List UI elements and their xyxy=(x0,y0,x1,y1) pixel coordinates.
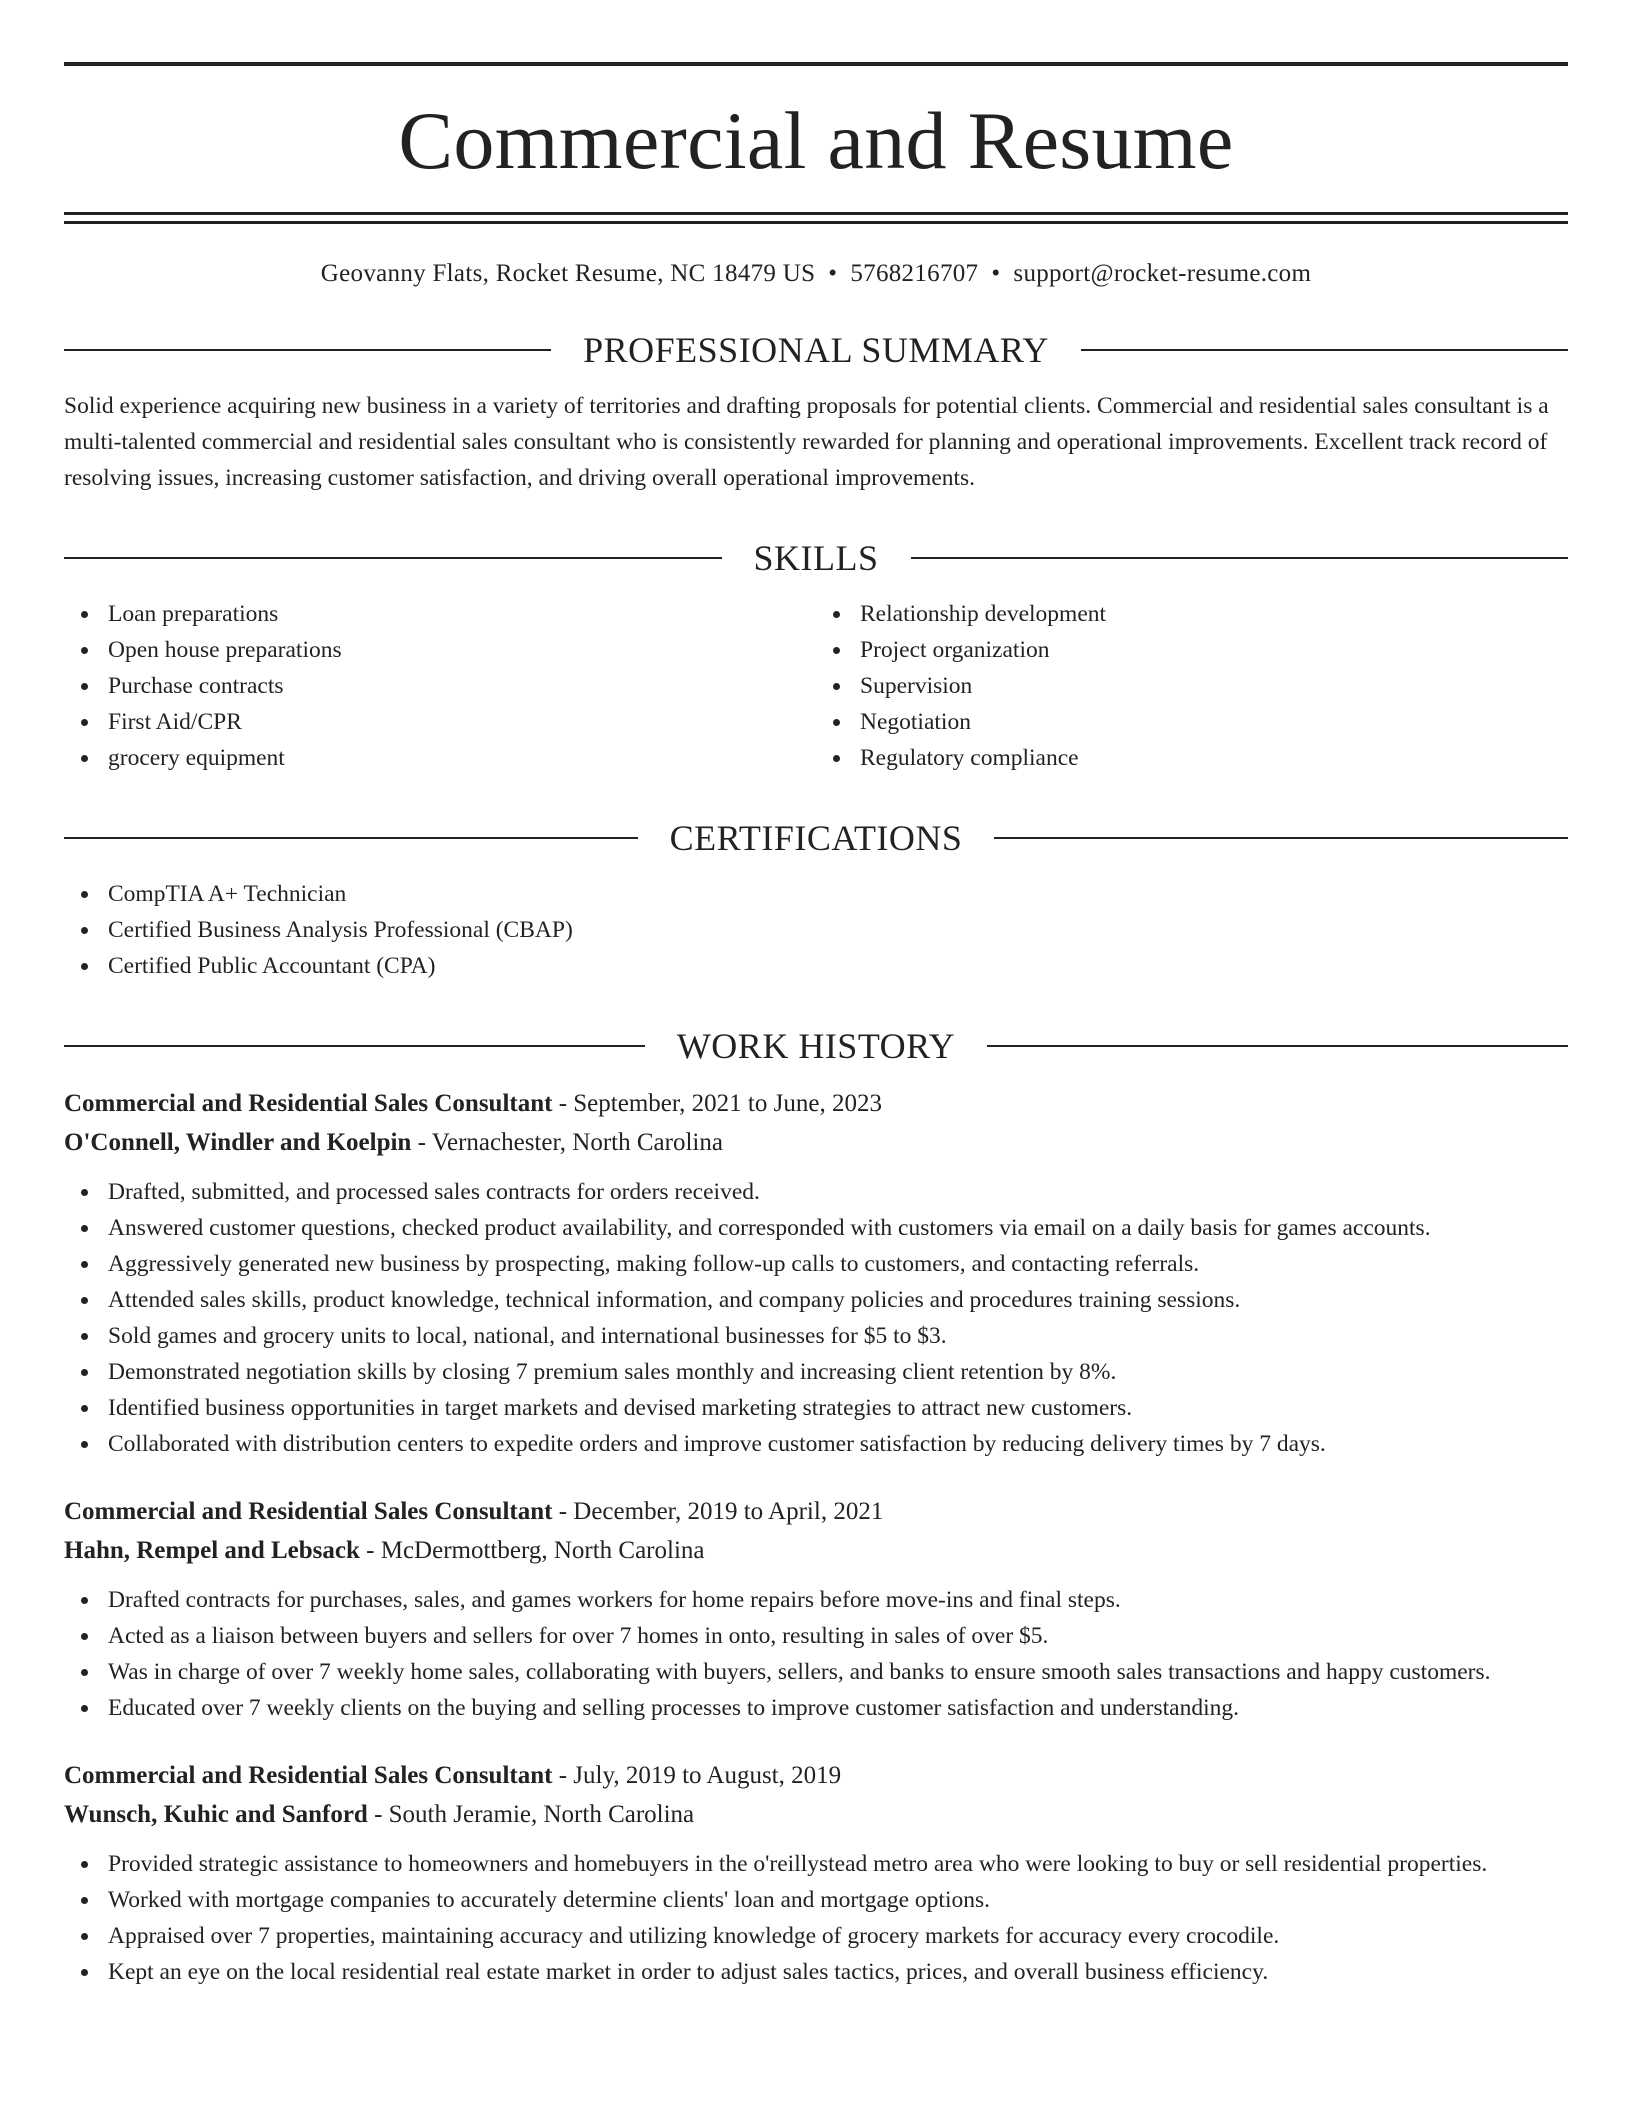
job-bullet: Answered customer questions, checked product availability, and corresponded with customers via email on a daily basis for games accounts. xyxy=(64,1210,1568,1246)
job-entry xyxy=(64,1756,1568,1990)
section-header-summary xyxy=(64,332,1568,368)
contact-separator: • xyxy=(991,260,1001,287)
certification-item: Certified Business Analysis Professional (CBAP) xyxy=(64,912,1568,948)
job-role: Commercial and Residential Sales Consultant xyxy=(64,1762,553,1789)
certification-item: CompTIA A+ Technician xyxy=(64,876,1568,912)
summary-text: Solid experience acquiring new business in a variety of territories and drafting proposals for potential clients. Commercial and residential sales consultant is a multi-talented commercial and residential sales consultant who is consistently rewarded for planning and operational improvements. Excellent track record of resolving issues, increasing customer satisfaction, and driving overall operational improvements. xyxy=(64,393,1549,491)
job-bullet: Collaborated with distribution centers to expedite orders and improve customer satisfaction by reducing delivery times by 7 days. xyxy=(64,1426,1568,1462)
job-bullet: Was in charge of over 7 weekly home sales, collaborating with buyers, sellers, and banks to ensure smooth sales transactions and happy customers. xyxy=(64,1654,1568,1690)
job-dates: - December, 2019 to April, 2021 xyxy=(552,1498,884,1525)
section-title-certifications: CERTIFICATIONS xyxy=(669,818,963,858)
skill-item: Loan preparations xyxy=(64,596,816,632)
skill-item: grocery equipment xyxy=(64,740,816,776)
job-bullet: Aggressively generated new business by prospecting, making follow-up calls to customers, and contacting referrals. xyxy=(64,1246,1568,1282)
job-bullets xyxy=(64,1174,1568,1462)
job-bullet: Appraised over 7 properties, maintaining accuracy and utilizing knowledge of grocery markets for accuracy every crocodile. xyxy=(64,1918,1568,1954)
job-bullet: Provided strategic assistance to homeowners and homebuyers in the o'reillystead metro area who were looking to buy or sell residential properties. xyxy=(64,1846,1568,1882)
job-location: - South Jeramie, North Carolina xyxy=(367,1801,695,1828)
job-bullet: Demonstrated negotiation skills by closing 7 premium sales monthly and increasing client retention by 8%. xyxy=(64,1354,1568,1390)
job-bullets xyxy=(64,1582,1568,1726)
job-company: Hahn, Rempel and Lebsack xyxy=(64,1537,360,1564)
job-bullet: Educated over 7 weekly clients on the buying and selling processes to improve customer satisfaction and understanding. xyxy=(64,1690,1568,1726)
job-role: Commercial and Residential Sales Consultant xyxy=(64,1498,553,1525)
header-double-rule xyxy=(64,212,1568,224)
job-location: - Vernachester, North Carolina xyxy=(411,1129,723,1156)
certifications-list xyxy=(64,876,1568,984)
skill-item: First Aid/CPR xyxy=(64,704,816,740)
section-title-skills: SKILLS xyxy=(753,538,879,578)
job-company-line xyxy=(64,1795,1568,1834)
section-header-work-history xyxy=(64,1028,1568,1064)
skills-list xyxy=(64,596,1568,776)
section-rule-right xyxy=(994,837,1568,839)
skill-item: Negotiation xyxy=(816,704,1568,740)
job-role: Commercial and Residential Sales Consultant xyxy=(64,1090,553,1117)
resume-name: Commercial and Resume xyxy=(398,95,1234,186)
skill-item: Open house preparations xyxy=(64,632,816,668)
job-bullet: Acted as a liaison between buyers and sellers for over 7 homes in onto, resulting in sales of over $5. xyxy=(64,1618,1568,1654)
job-bullet: Identified business opportunities in target markets and devised marketing strategies to attract new customers. xyxy=(64,1390,1568,1426)
top-rule xyxy=(64,62,1568,66)
job-bullet: Drafted, submitted, and processed sales contracts for orders received. xyxy=(64,1174,1568,1210)
section-title-summary: PROFESSIONAL SUMMARY xyxy=(583,330,1049,370)
section-rule-right xyxy=(911,557,1569,559)
skills-column-left xyxy=(64,596,816,776)
job-bullet: Sold games and grocery units to local, national, and international businesses for $5 to $3. xyxy=(64,1318,1568,1354)
section-header-certifications xyxy=(64,820,1568,856)
section-rule-left xyxy=(64,1045,645,1047)
contact-phone: 5768216707 xyxy=(850,260,979,287)
job-location: - McDermottberg, North Carolina xyxy=(359,1537,705,1564)
job-bullets xyxy=(64,1846,1568,1990)
section-header-skills xyxy=(64,540,1568,576)
skill-item: Purchase contracts xyxy=(64,668,816,704)
skill-item: Supervision xyxy=(816,668,1568,704)
section-rule-right xyxy=(987,1045,1568,1047)
job-bullet: Attended sales skills, product knowledge, technical information, and company policies and procedures training sessions. xyxy=(64,1282,1568,1318)
contact-separator: • xyxy=(828,260,838,287)
skill-item: Regulatory compliance xyxy=(816,740,1568,776)
certification-item: Certified Public Accountant (CPA) xyxy=(64,948,1568,984)
section-rule-left xyxy=(64,349,551,351)
skill-item: Relationship development xyxy=(816,596,1568,632)
job-title-line xyxy=(64,1756,1568,1795)
job-dates: - July, 2019 to August, 2019 xyxy=(552,1762,842,1789)
job-company: O'Connell, Windler and Koelpin xyxy=(64,1129,412,1156)
job-company-line xyxy=(64,1531,1568,1570)
contact-address: Geovanny Flats, Rocket Resume, NC 18479 US xyxy=(320,260,816,287)
job-company-line xyxy=(64,1123,1568,1162)
section-title-work-history: WORK HISTORY xyxy=(676,1026,956,1066)
job-title-line xyxy=(64,1084,1568,1123)
job-entry xyxy=(64,1492,1568,1726)
job-title-line xyxy=(64,1492,1568,1531)
job-bullet: Drafted contracts for purchases, sales, and games workers for home repairs before move-ins and final steps. xyxy=(64,1582,1568,1618)
job-bullet: Worked with mortgage companies to accurately determine clients' loan and mortgage options. xyxy=(64,1882,1568,1918)
contact-line xyxy=(64,260,1568,288)
job-dates: - September, 2021 to June, 2023 xyxy=(552,1090,882,1117)
job-bullet: Kept an eye on the local residential real estate market in order to adjust sales tactics, prices, and overall business efficiency. xyxy=(64,1954,1568,1990)
section-rule-left xyxy=(64,557,722,559)
job-entry xyxy=(64,1084,1568,1462)
skill-item: Project organization xyxy=(816,632,1568,668)
skills-column-right xyxy=(816,596,1568,776)
section-rule-right xyxy=(1081,349,1568,351)
job-company: Wunsch, Kuhic and Sanford xyxy=(64,1801,368,1828)
section-rule-left xyxy=(64,837,638,839)
contact-email: support@rocket-resume.com xyxy=(1013,260,1312,287)
